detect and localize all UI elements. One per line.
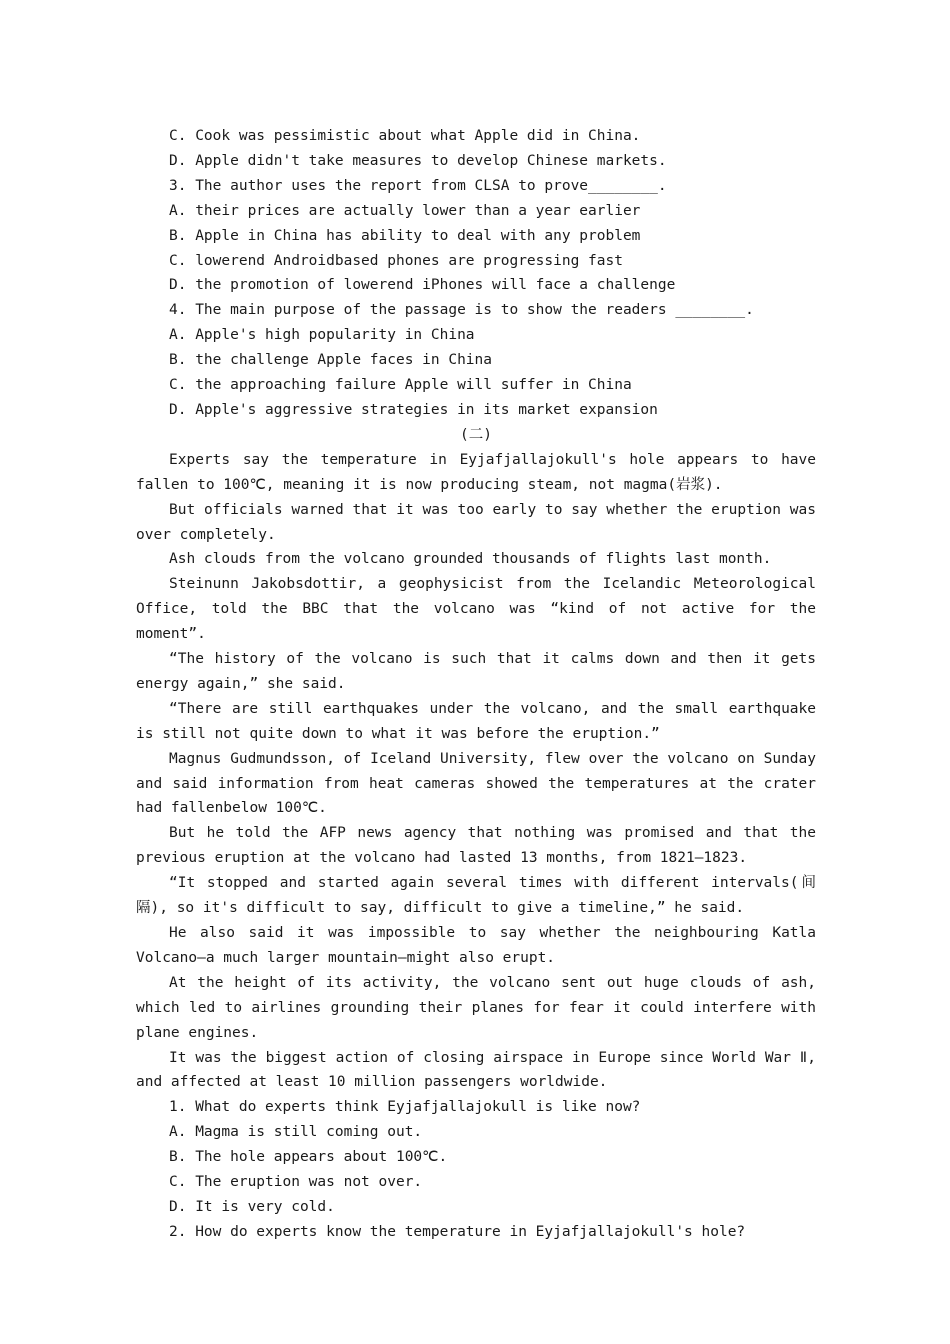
document-page xyxy=(136,124,816,1245)
option-line: B. Apple in China has ability to deal with any problem xyxy=(169,227,641,244)
question-stem: 1. What do experts think Eyjafjallajokull is like now? xyxy=(169,1099,641,1116)
question-stem: 3. The author uses the report from CLSA to prove________. xyxy=(169,177,667,194)
passage-paragraph: “It stopped and started again several times with different intervals(间隔), so it's difficult to say, difficult to give a timeline,” he said. xyxy=(136,875,816,917)
option-line: C. The eruption was not over. xyxy=(169,1174,423,1191)
passage-paragraph: Magnus Gudmundsson, of Iceland University, flew over the volcano on Sunday and said information from heat cameras showed the temperatures at the crater had fallenbelow 100℃. xyxy=(136,750,816,817)
option-line: B. The hole appears about 100℃. xyxy=(169,1149,448,1166)
passage-paragraph: “There are still earthquakes under the volcano, and the small earthquake is still not quite down to what it was before the eruption.” xyxy=(136,700,816,742)
passage-paragraph: It was the biggest action of closing airspace in Europe since World War Ⅱ, and affected at least 10 million passengers worldwide. xyxy=(136,1049,816,1091)
passage-paragraph: Ash clouds from the volcano grounded thousands of flights last month. xyxy=(169,551,772,568)
option-line: D. It is very cold. xyxy=(169,1198,335,1215)
option-line: A. Apple's high popularity in China xyxy=(169,327,475,344)
option-line: A. their prices are actually lower than a year earlier xyxy=(169,202,641,219)
section-heading: (二) xyxy=(460,426,492,443)
option-line: B. the challenge Apple faces in China xyxy=(169,352,493,369)
passage-paragraph: But officials warned that it was too early to say whether the eruption was over completely. xyxy=(136,501,816,543)
option-line: D. Apple's aggressive strategies in its market expansion xyxy=(169,401,658,418)
question-stem: 2. How do experts know the temperature in Eyjafjallajokull's hole? xyxy=(169,1223,746,1240)
option-line: C. the approaching failure Apple will suffer in China xyxy=(169,377,632,394)
question-stem: 4. The main purpose of the passage is to show the readers ________. xyxy=(169,302,754,319)
passage-paragraph: “The history of the volcano is such that it calms down and then it gets energy again,” she said. xyxy=(136,651,816,692)
passage-paragraph: Experts say the temperature in Eyjafjallajokull's hole appears to have fallen to 100℃, meaning it is now producing steam, not magma(岩浆). xyxy=(136,451,816,493)
passage-paragraph: But he told the AFP news agency that nothing was promised and that the previous eruption at the volcano had lasted 13 months, from 1821—1823. xyxy=(136,825,816,867)
option-line: D. Apple didn't take measures to develop Chinese markets. xyxy=(169,152,667,169)
passage-paragraph: Steinunn Jakobsdottir, a geophysicist from the Icelandic Meteorological Office, told the BBC that the volcano was “kind of not active for the moment”. xyxy=(136,576,816,643)
option-line: D. the promotion of lowerend iPhones will face a challenge xyxy=(169,277,676,294)
passage-paragraph: At the height of its activity, the volcano sent out huge clouds of ash, which led to airlines grounding their planes for fear it could interfere with plane engines. xyxy=(136,974,816,1041)
option-line: C. lowerend Androidbased phones are progressing fast xyxy=(169,252,623,269)
passage-paragraph: He also said it was impossible to say whether the neighbouring Katla Volcano—a much larger mountain—might also erupt. xyxy=(136,925,816,966)
option-line: A. Magma is still coming out. xyxy=(169,1124,423,1141)
option-line: C. Cook was pessimistic about what Apple did in China. xyxy=(169,128,641,144)
